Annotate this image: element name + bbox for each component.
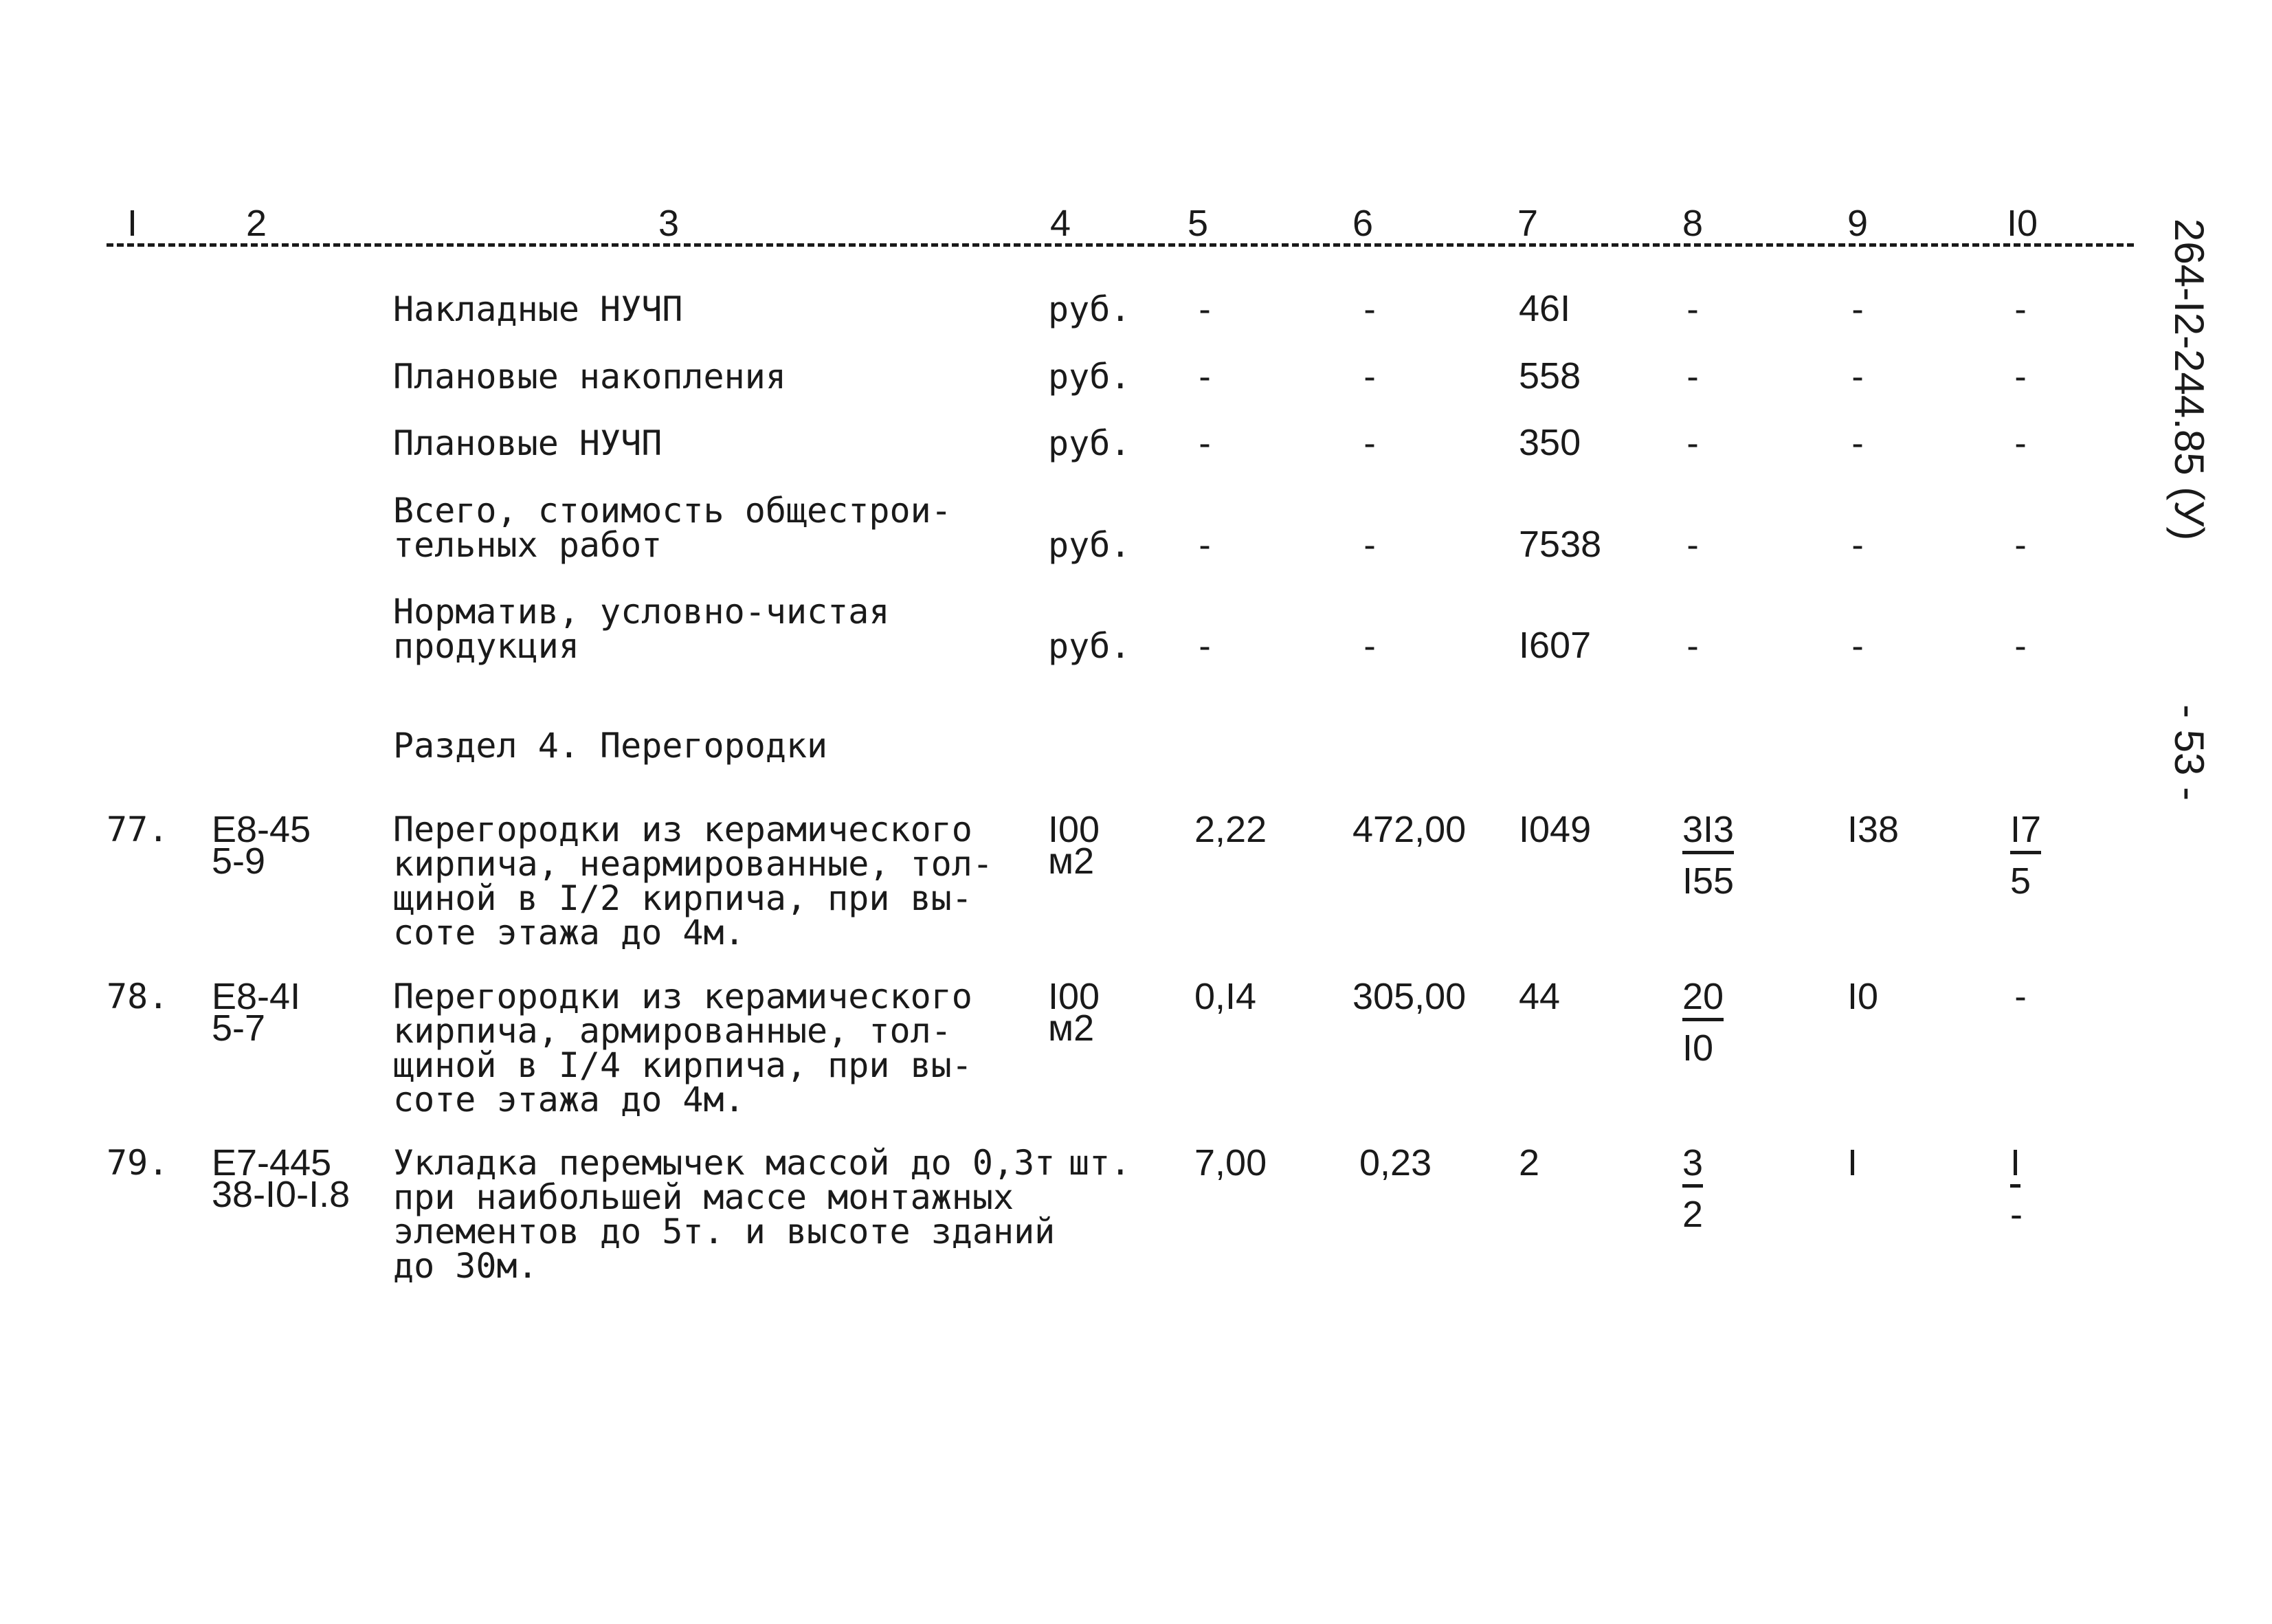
summary-col10: -: [2010, 289, 2031, 329]
item-description-line: Перегородки из керамического: [393, 810, 972, 849]
fraction-denominator: 2: [1682, 1194, 1704, 1235]
summary-col7: I607: [1519, 625, 1592, 666]
summary-col6: -: [1359, 357, 1381, 397]
summary-col9: -: [1847, 289, 1869, 329]
item-description-line: кирпича, неармированные, тол-: [393, 844, 993, 884]
item-description-line: щиной в I/4 кирпича, при вы-: [393, 1045, 972, 1085]
col-header-2: 2: [246, 203, 267, 244]
summary-unit: руб.: [1048, 289, 1131, 329]
col-header-10: I0: [2007, 203, 2038, 244]
item-col7: 2: [1519, 1142, 1540, 1183]
summary-col9: -: [1847, 357, 1869, 397]
item-description-line: соте этажа до 4м.: [393, 1080, 745, 1120]
summary-col5: -: [1194, 626, 1216, 666]
fraction-denominator: I55: [1682, 860, 1735, 902]
summary-col5: -: [1194, 525, 1216, 565]
item-description-line: при наибольшей массе монтажных: [393, 1177, 1014, 1217]
item-unit: I00: [1048, 809, 1100, 850]
item-col6: 305,00: [1352, 976, 1467, 1017]
item-unit-cont: м2: [1048, 841, 1095, 882]
fraction-numerator: I7: [2010, 811, 2041, 854]
summary-col8: -: [1682, 423, 1704, 463]
item-description-line: элементов до 5т. и высоте зданий: [393, 1212, 1056, 1252]
summary-unit: руб.: [1048, 525, 1131, 565]
summary-col7: 7538: [1519, 524, 1602, 565]
summary-col8: -: [1682, 357, 1704, 397]
summary-col8: -: [1682, 525, 1704, 565]
col-header-9: 9: [1847, 203, 1869, 244]
col-header-7: 7: [1517, 203, 1539, 244]
item-description-line: соте этажа до 4м.: [393, 913, 745, 953]
document-code: 264-I2-244.85 (У): [2166, 219, 2212, 541]
summary-col9: -: [1847, 423, 1869, 463]
summary-name: Плановые накопления: [393, 357, 786, 397]
summary-name: Норматив, условно-чистая: [393, 592, 890, 632]
fraction-numerator: 3I3: [1682, 811, 1734, 854]
summary-col6: -: [1359, 423, 1381, 463]
col-header-4: 4: [1050, 203, 1071, 244]
item-col8-fraction: [1682, 1144, 1703, 1233]
summary-col5: -: [1194, 289, 1216, 329]
item-col10: -: [2010, 977, 2031, 1016]
summary-col7: 350: [1519, 422, 1581, 463]
fraction-denominator: -: [2010, 1194, 2023, 1235]
fraction-numerator: 3: [1682, 1144, 1703, 1188]
item-col5: 0,I4: [1194, 976, 1257, 1017]
item-col6: 0,23: [1359, 1142, 1432, 1183]
item-description-line: Укладка перемычек массой до 0,3т: [393, 1143, 1056, 1183]
fraction-denominator: 5: [2010, 860, 2031, 902]
item-code-cont: 38-I0-I.8: [212, 1174, 350, 1215]
item-description-line: кирпича, армированные, тол-: [393, 1011, 952, 1051]
section-title: Раздел 4. Перегородки: [393, 726, 828, 766]
summary-col6: -: [1359, 289, 1381, 329]
item-col9: I38: [1847, 809, 1900, 850]
item-description-line: Перегородки из керамического: [393, 977, 972, 1016]
col-header-6: 6: [1352, 203, 1374, 244]
summary-col8: -: [1682, 626, 1704, 666]
summary-unit: руб.: [1048, 423, 1131, 463]
summary-unit: руб.: [1048, 626, 1131, 666]
item-code-cont: 5-9: [212, 841, 266, 882]
col-header-8: 8: [1682, 203, 1704, 244]
fraction-numerator: I: [2010, 1144, 2020, 1188]
item-code-cont: 5-7: [212, 1008, 266, 1049]
summary-col9: -: [1847, 525, 1869, 565]
col-header-3: 3: [658, 203, 680, 244]
fraction-denominator: I0: [1682, 1027, 1714, 1069]
item-code: Е8-45: [212, 809, 311, 850]
summary-col8: -: [1682, 289, 1704, 329]
header-rule: [107, 243, 2134, 247]
summary-col10: -: [2010, 626, 2031, 666]
item-col5: 2,22: [1194, 809, 1267, 850]
item-unit-cont: м2: [1048, 1008, 1095, 1049]
item-col10-fraction: [2010, 811, 2041, 900]
item-unit: шт.: [1069, 1143, 1131, 1183]
item-code: Е7-445: [212, 1142, 332, 1183]
item-col9: I0: [1847, 976, 1879, 1017]
summary-name-cont: тельных работ: [393, 525, 662, 565]
summary-col5: -: [1194, 357, 1216, 397]
col-header-5: 5: [1188, 203, 1209, 244]
summary-col5: -: [1194, 423, 1216, 463]
item-code: Е8-4I: [212, 976, 301, 1017]
item-col10-fraction: [2010, 1144, 2023, 1233]
summary-col6: -: [1359, 626, 1381, 666]
item-col7: I049: [1519, 809, 1592, 850]
col-header-1: I: [127, 203, 138, 244]
item-col8-fraction: [1682, 811, 1734, 900]
item-description-line: до 30м.: [393, 1246, 538, 1286]
item-number: 78.: [107, 977, 169, 1016]
fraction-numerator: 20: [1682, 978, 1724, 1021]
summary-name-cont: продукция: [393, 626, 579, 666]
summary-unit: руб.: [1048, 357, 1131, 397]
summary-col7: 558: [1519, 355, 1581, 397]
item-description-line: щиной в I/2 кирпича, при вы-: [393, 878, 972, 918]
item-number: 77.: [107, 810, 169, 849]
summary-col9: -: [1847, 626, 1869, 666]
summary-col6: -: [1359, 525, 1381, 565]
summary-col10: -: [2010, 423, 2031, 463]
item-col5: 7,00: [1194, 1142, 1267, 1183]
item-col8-fraction: [1682, 978, 1724, 1067]
summary-col10: -: [2010, 357, 2031, 397]
summary-col7: 46I: [1519, 288, 1571, 329]
item-number: 79.: [107, 1143, 169, 1183]
item-col7: 44: [1519, 976, 1561, 1017]
summary-name: Накладные НУЧП: [393, 289, 683, 329]
summary-name: Плановые НУЧП: [393, 423, 662, 463]
item-col9: I: [1847, 1142, 1858, 1183]
item-col6: 472,00: [1352, 809, 1467, 850]
page-number: - 53 -: [2166, 704, 2212, 801]
summary-name: Всего, стоимость общестрои-: [393, 491, 952, 531]
summary-col10: -: [2010, 525, 2031, 565]
item-unit: I00: [1048, 976, 1100, 1017]
